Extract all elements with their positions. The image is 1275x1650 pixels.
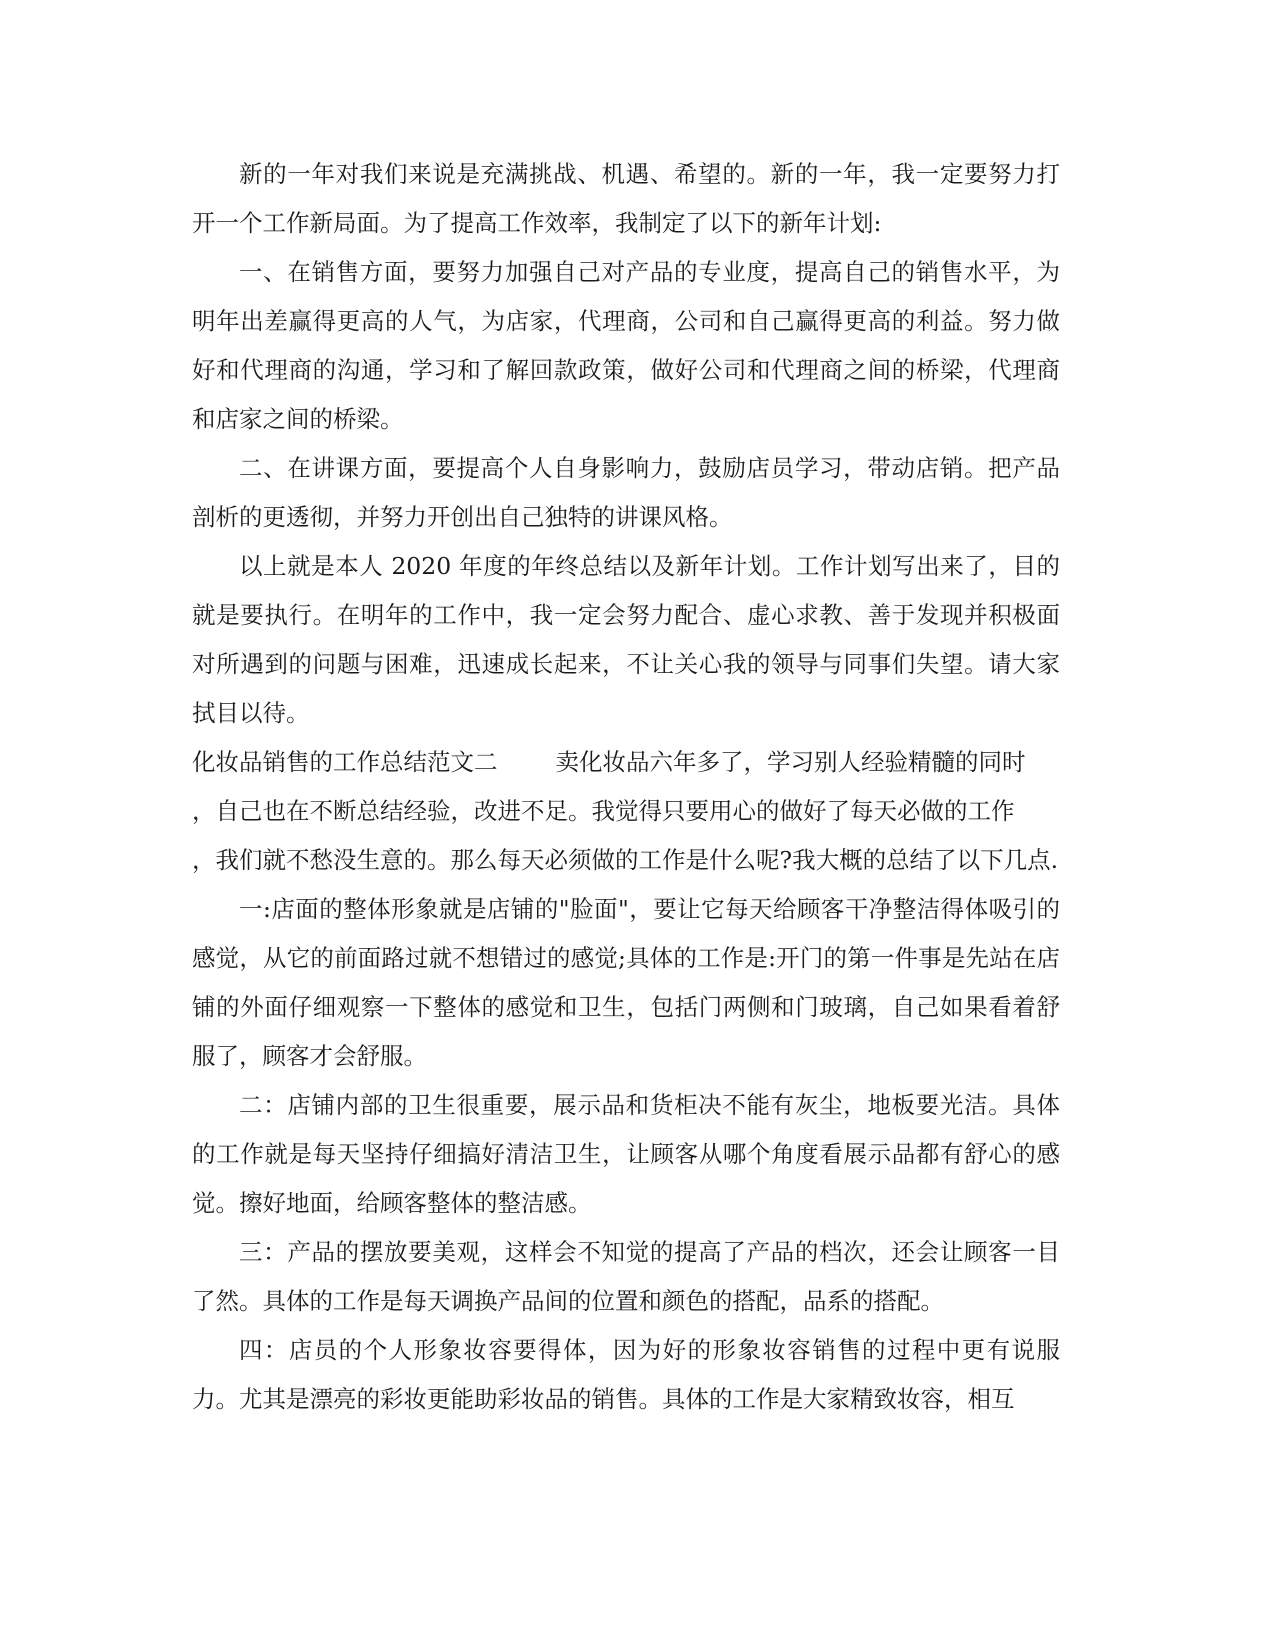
document-body: [192, 150, 1060, 1424]
item-store-image: 一:店面的整体形象就是店铺的"脸面"，要让它每天给顾客干净整洁得体吸引的感觉，从它的前面路过就不想错过的感觉;具体的工作是:开门的第一件事是先站在店铺的外面仔细观察一下整体的感觉和卫生，包括门两侧和门玻璃，自己如果看着舒服了，顾客才会舒服。: [192, 895, 1060, 1070]
item-staff-appearance: 四：店员的个人形象妆容要得体，因为好的形象妆容销售的过程中更有说服力。尤其是漂亮的彩妆更能助彩妆品的销售。具体的工作是大家精致妆容，相互: [192, 1336, 1060, 1413]
item-store-hygiene: 二：店铺内部的卫生很重要，展示品和货柜决不能有灰尘，地板要光洁。具体的工作就是每天坚持仔细搞好清洁卫生，让顾客从哪个角度看展示品都有舒心的感觉。擦好地面，给顾客整体的整洁感。: [192, 1091, 1060, 1217]
section-two-intro-first: 卖化妆品六年多了，学习别人经验精髓的同时: [555, 748, 1026, 776]
section-two-heading-line: [192, 738, 1060, 787]
paragraph-sales-plan: 一、在销售方面，要努力加强自己对产品的专业度，提高自己的销售水平，为明年出差赢得更高的人气，为店家，代理商，公司和自己赢得更高的利益。努力做好和代理商的沟通，学习和了解回款政策，做好公司和代理商之间的桥梁，代理商和店家之间的桥梁。: [192, 258, 1060, 433]
section-two-intro-line-2: ，自己也在不断总结经验，改进不足。我觉得只要用心的做好了每天必做的工作: [192, 797, 1015, 825]
paragraph-new-year-intro: 新的一年对我们来说是充满挑战、机遇、希望的。新的一年，我一定要努力打开一个工作新局面。为了提高工作效率，我制定了以下的新年计划:: [192, 160, 1060, 237]
section-two-intro-line-3: ，我们就不愁没生意的。那么每天必须做的工作是什么呢?我大概的总结了以下几点.: [192, 846, 1059, 874]
paragraph-lecture-plan: 二、在讲课方面，要提高个人自身影响力，鼓励店员学习，带动店销。把产品剖析的更透彻，并努力开创出自己独特的讲课风格。: [192, 454, 1060, 531]
paragraph-summary-conclusion: 以上就是本人 2020 年度的年终总结以及新年计划。工作计划写出来了，目的就是要执行。在明年的工作中，我一定会努力配合、虚心求教、善于发现并积极面对所遇到的问题与困难，迅速成长起来，不让关心我的领导与同事们失望。请大家拭目以待。: [192, 552, 1060, 727]
section-two-title: 化妆品销售的工作总结范文二: [192, 748, 498, 776]
item-product-display: 三：产品的摆放要美观，这样会不知觉的提高了产品的档次，还会让顾客一目了然。具体的工作是每天调换产品间的位置和颜色的搭配，品系的搭配。: [192, 1238, 1060, 1315]
